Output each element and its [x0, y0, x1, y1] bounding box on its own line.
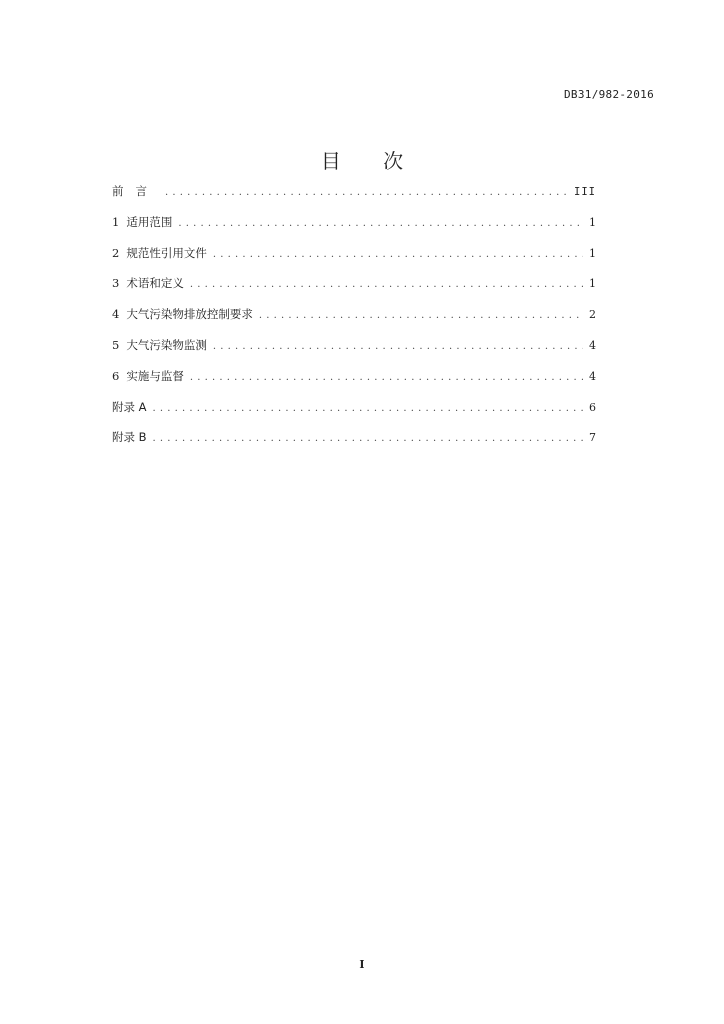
toc-entry-title	[112, 303, 253, 325]
toc-entry-preface[interactable]	[112, 180, 596, 211]
toc-entry-page: 2	[589, 308, 596, 322]
toc-entry-title	[112, 334, 207, 356]
toc-entry-page: 6	[589, 400, 596, 414]
toc-entry-number: 3	[112, 276, 120, 291]
toc-entry-appendix-a[interactable]	[112, 396, 596, 427]
toc-entry-page: 1	[589, 277, 596, 291]
toc-entry-label: 大气污染物监测	[126, 337, 207, 352]
toc-entry-monitoring[interactable]	[112, 334, 596, 365]
toc-leader-dots	[213, 244, 583, 266]
toc-entry-page: 1	[589, 215, 596, 229]
toc-entry-terms-definitions[interactable]	[112, 272, 596, 303]
toc-entry-label: 实施与监督	[126, 368, 184, 383]
toc-entry-title	[112, 211, 172, 233]
toc-entry-label: 前言	[112, 184, 159, 198]
toc-entry-number: 2	[112, 245, 120, 260]
toc-leader-dots	[213, 336, 583, 358]
toc-entry-label: 适用范围	[126, 214, 173, 229]
toc-entry-page: 4	[589, 369, 596, 383]
toc-entry-emission-control[interactable]	[112, 303, 596, 334]
toc-entry-normative-references[interactable]	[112, 242, 596, 273]
document-code: DB31/982-2016	[564, 88, 654, 101]
toc-entry-title	[112, 272, 184, 294]
toc-entry-number: 5	[112, 337, 120, 352]
toc-leader-dots	[190, 367, 583, 389]
toc-entry-label: 附录 A	[112, 399, 147, 414]
toc-entry-implementation[interactable]	[112, 365, 596, 396]
toc-leader-dots	[165, 182, 568, 204]
toc-leader-dots	[259, 305, 583, 327]
toc-entry-label: 规范性引用文件	[126, 245, 207, 260]
page-number: I	[359, 958, 365, 971]
toc-entry-title	[112, 365, 184, 387]
toc-entry-label: 术语和定义	[126, 276, 184, 291]
toc-entry-page: 7	[589, 431, 596, 445]
toc-entry-page: 1	[589, 246, 596, 260]
toc-entry-number: 4	[112, 307, 120, 322]
toc-entry-appendix-b[interactable]	[112, 426, 596, 457]
toc-leader-dots	[178, 213, 583, 235]
toc-entry-page: III	[574, 186, 596, 198]
toc-leader-dots	[153, 398, 583, 420]
toc-leader-dots	[190, 274, 583, 296]
toc-entry-label: 大气污染物排放控制要求	[126, 307, 253, 322]
toc-entry-number: 1	[112, 214, 120, 229]
table-of-contents	[112, 180, 596, 457]
toc-entry-number: 6	[112, 368, 120, 383]
toc-entry-page: 4	[589, 338, 596, 352]
toc-title: 目 次	[320, 149, 422, 173]
toc-entry-title	[112, 242, 207, 264]
toc-entry-scope[interactable]	[112, 211, 596, 242]
toc-leader-dots	[153, 428, 583, 450]
toc-entry-label: 附录 B	[112, 430, 147, 445]
